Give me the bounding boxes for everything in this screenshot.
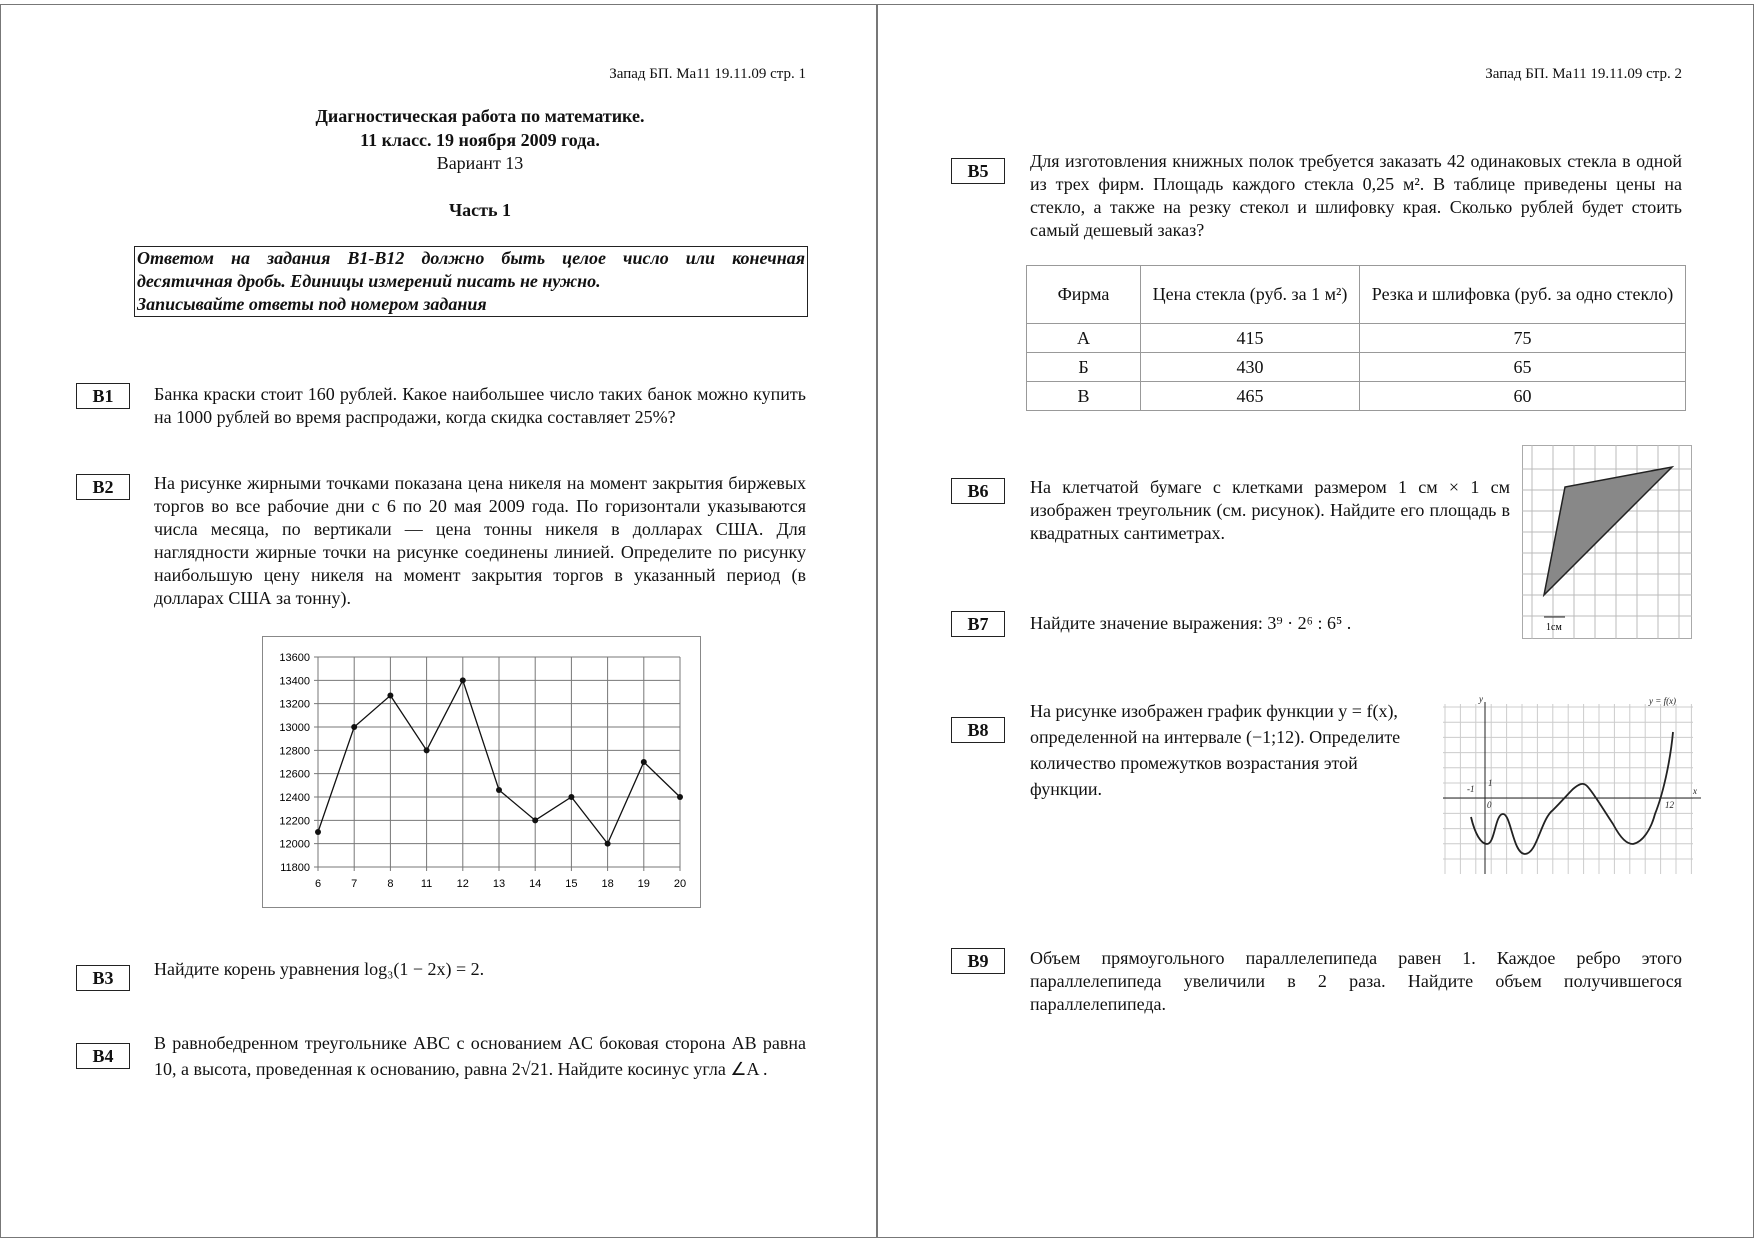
x-tick-label: 14 bbox=[529, 878, 542, 890]
y-label: y bbox=[1479, 694, 1483, 704]
table-row bbox=[1027, 382, 1686, 411]
table-cell: 60 bbox=[1360, 382, 1686, 411]
task-label-b5: В5 bbox=[951, 158, 1005, 184]
task-text-b4: В равнобедренном треугольнике ABC с основанием AC боковая сторона AB равна 10, а высота, проведенная к основанию, равна 2√21. Найдите косинус угла ∠A . bbox=[154, 1033, 806, 1079]
part-title: Часть 1 bbox=[448, 200, 512, 220]
notice-line: Ответом на задания В1-В12 должно быть целое число или конечная bbox=[137, 248, 805, 268]
triangle-figure bbox=[1522, 445, 1692, 639]
data-point bbox=[424, 747, 430, 753]
y-tick-label: 13000 bbox=[279, 722, 310, 734]
y-tick-label: 12600 bbox=[279, 768, 310, 781]
task-text-b1: Банка краски стоит 160 рублей. Какое наибольшее число таких банок можно купить на 1000 рублей во время распродажи, когда скидка составляет 25%? bbox=[154, 384, 806, 427]
x-tick-label: 6 bbox=[314, 878, 322, 890]
page-header: Запад БП. Ма11 19.11.09 стр. 1 bbox=[609, 66, 806, 82]
task-label-b9: В9 bbox=[951, 948, 1005, 974]
notice-line: Записывайте ответы под номером задания bbox=[137, 294, 487, 314]
task-text-b6: На клетчатой бумаге с клетками размером 1 см × 1 см изображен треугольник (см. рисунок). Найдите его площадь в квадратных сантиметрах. bbox=[1030, 477, 1510, 543]
task-label-b8: В8 bbox=[951, 717, 1005, 743]
nickel-price-chart bbox=[262, 636, 701, 908]
instructions-box bbox=[134, 246, 808, 317]
x-tick-label: 13 bbox=[492, 878, 506, 890]
table-header: Цена стекла (руб. за 1 м²) bbox=[1141, 266, 1360, 324]
table-header: Резка и шлифовка (руб. за одно стекло) bbox=[1360, 266, 1686, 324]
doc-title: Диагностическая работа по математике. bbox=[315, 106, 645, 126]
data-point bbox=[605, 841, 611, 847]
x-tick-label: 19 bbox=[637, 878, 650, 890]
tick-label: 1 bbox=[1488, 778, 1493, 788]
x-tick-label: 20 bbox=[673, 878, 687, 890]
y-tick-label: 11800 bbox=[280, 862, 310, 874]
task-text-b5: Для изготовления книжных полок требуется заказать 42 одинаковых стекла в одной из трех фирм. Площадь каждого стекла 0,25 м². В таблице приведены цены на стекло, а также на резку стекол и шлифовку края. Сколько рублей будет стоить самый дешевый заказ? bbox=[1030, 151, 1682, 240]
tick-label: 0 bbox=[1487, 800, 1492, 810]
y-tick-label: 12000 bbox=[279, 838, 310, 851]
data-point bbox=[568, 794, 574, 800]
table-row bbox=[1027, 353, 1686, 382]
task-label-b3: В3 bbox=[76, 965, 130, 991]
table-cell: 430 bbox=[1141, 353, 1360, 382]
price-table bbox=[1026, 265, 1686, 411]
y-tick-label: 13400 bbox=[279, 675, 310, 688]
y-tick-label: 12200 bbox=[279, 815, 310, 828]
y-tick-label: 13200 bbox=[279, 698, 310, 711]
x-tick-label: 11 bbox=[420, 878, 433, 890]
table-cell: 65 bbox=[1360, 353, 1686, 382]
function-label: y = f(x) bbox=[1649, 696, 1677, 706]
notice-line: десятичная дробь. Единицы измерений писать не нужно. bbox=[137, 271, 601, 291]
tick-label: -1 bbox=[1467, 784, 1475, 794]
task-label-b4: В4 bbox=[76, 1043, 130, 1069]
data-point bbox=[677, 794, 683, 800]
function-graph bbox=[1443, 694, 1705, 874]
x-tick-label: 12 bbox=[456, 878, 469, 890]
task-text-b7: Найдите значение выражения: 3⁹ · 2⁶ : 6⁵ . bbox=[1030, 613, 1352, 633]
x-tick-label: 8 bbox=[387, 878, 394, 890]
data-point bbox=[315, 829, 321, 835]
task-label-b7: В7 bbox=[951, 611, 1005, 637]
task-text-b8: На рисунке изображен график функции y = f(x), определенной на интервале (−1;12). Определите количество промежутков возрастания этой функции. bbox=[1030, 701, 1401, 799]
task-label-b1: В1 bbox=[76, 383, 130, 409]
scale-label: 1см bbox=[1546, 622, 1562, 633]
task-text-b2: На рисунке жирными точками показана цена никеля на момент закрытия биржевых торгов во все рабочие дни с 6 по 20 мая 2009 года. По горизонтали указываются числа месяца, по вертикали — цена тонны никеля в долларах США. Для наглядности жирные точки на рисунке соединены линией. Определите по рисунку наибольшую цену никеля на момент закрытия торгов в указанный период (в долларах США за тонну). bbox=[154, 473, 806, 608]
x-label: x bbox=[1693, 786, 1697, 796]
data-point bbox=[387, 693, 393, 699]
table-cell: В bbox=[1027, 382, 1141, 411]
table-header: Фирма bbox=[1027, 266, 1141, 324]
x-tick-label: 7 bbox=[351, 878, 358, 890]
y-tick-label: 13600 bbox=[279, 652, 310, 664]
variant: Вариант 13 bbox=[436, 153, 524, 173]
page-header: Запад БП. Ма11 19.11.09 стр. 2 bbox=[1485, 66, 1682, 82]
table-cell: А bbox=[1027, 324, 1141, 353]
x-tick-label: 15 bbox=[565, 878, 578, 890]
function-curve bbox=[1471, 732, 1673, 854]
y-tick-label: 12400 bbox=[279, 792, 310, 804]
x-tick-label: 18 bbox=[601, 878, 614, 890]
task-text-b9: Объем прямоугольного параллелепипеда равен 1. Каждое ребро этого параллелепипеда увеличили в 2 раза. Найдите объем получившегося параллелепипеда. bbox=[1030, 948, 1682, 1014]
task-label-b2: В2 bbox=[76, 474, 130, 500]
data-point bbox=[532, 817, 538, 823]
table-row bbox=[1027, 324, 1686, 353]
table-cell: 75 bbox=[1360, 324, 1686, 353]
tick-label: 12 bbox=[1665, 800, 1674, 810]
task-text-b3: Найдите корень уравнения log₃(1 − 2x) = 2. bbox=[154, 959, 485, 979]
table-cell: 465 bbox=[1141, 382, 1360, 411]
doc-subtitle: 11 класс. 19 ноября 2009 года. bbox=[360, 130, 600, 150]
data-point bbox=[351, 724, 357, 730]
table-cell: Б bbox=[1027, 353, 1141, 382]
task-label-b6: В6 bbox=[951, 478, 1005, 504]
table-cell: 415 bbox=[1141, 324, 1360, 353]
data-point bbox=[496, 787, 502, 793]
data-point bbox=[641, 759, 647, 765]
data-point bbox=[460, 677, 466, 683]
y-tick-label: 12800 bbox=[279, 745, 310, 758]
